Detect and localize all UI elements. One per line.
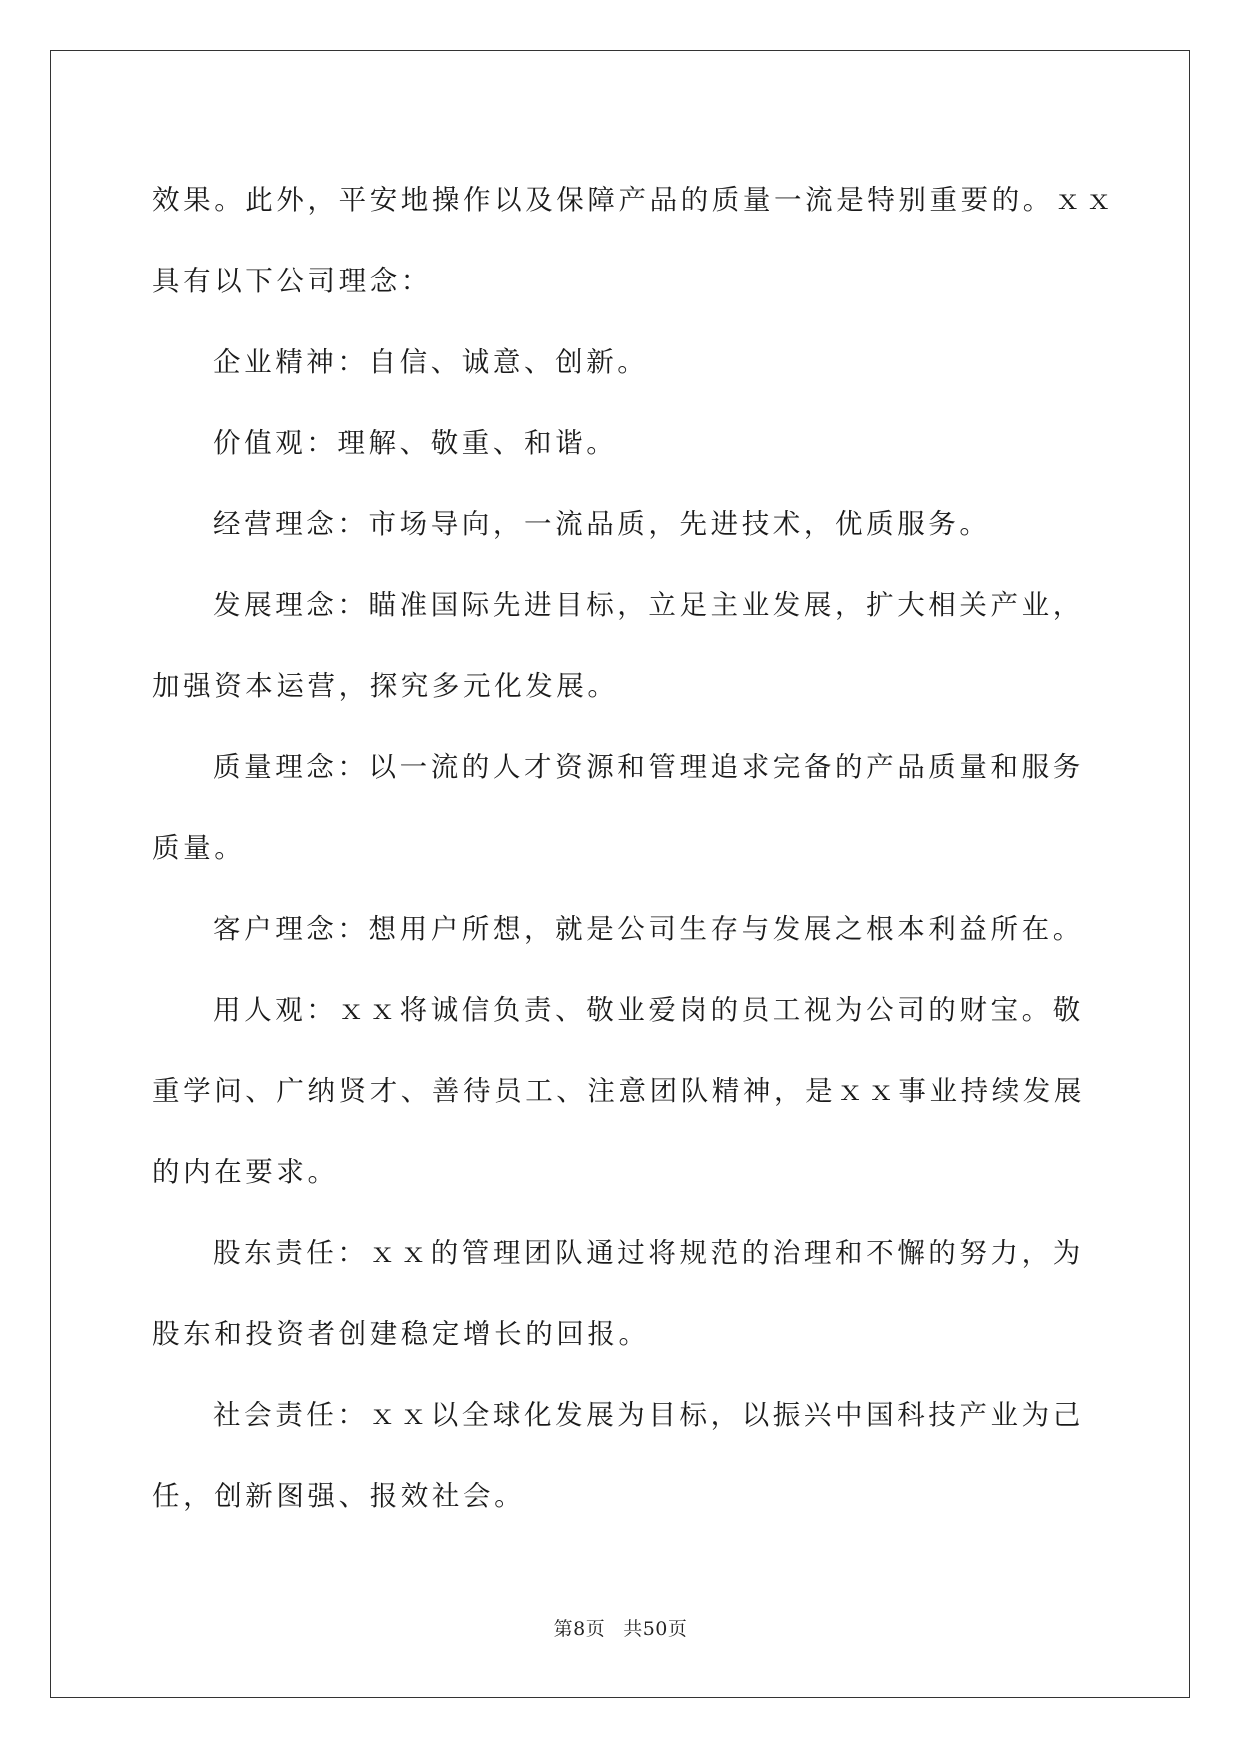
text-line: 质量。 xyxy=(152,832,246,864)
text-line: 具有以下公司理念： xyxy=(152,265,432,297)
text-line: 重学问、广纳贤才、善待员工、注意团队精神，是ｘｘ事业持续发展 xyxy=(152,1075,1085,1107)
paragraph-talent-view: 用人观：ｘｘ将诚信负责、敬业爱岗的员工视为公司的财宝。敬 xyxy=(213,994,1084,1026)
text-line: 任，创新图强、报效社会。 xyxy=(152,1480,526,1512)
paragraph-enterprise-spirit: 企业精神：自信、诚意、创新。 xyxy=(213,346,649,378)
text-line: 股东和投资者创建稳定增长的回报。 xyxy=(152,1318,650,1350)
text-line: 加强资本运营，探究多元化发展。 xyxy=(152,670,619,702)
paragraph-development-philosophy: 发展理念：瞄准国际先进目标，立足主业发展，扩大相关产业， xyxy=(213,589,1084,621)
document-body xyxy=(152,160,1117,1537)
paragraph-values: 价值观：理解、敬重、和谐。 xyxy=(213,427,618,459)
page-number: 第8页 xyxy=(553,1618,606,1640)
text-line: 效果。此外，平安地操作以及保障产品的质量一流是特别重要的。ｘｘ xyxy=(152,184,1117,216)
paragraph-social-responsibility: 社会责任：ｘｘ以全球化发展为目标，以振兴中国科技产业为己 xyxy=(213,1399,1084,1431)
paragraph-shareholder-responsibility: 股东责任：ｘｘ的管理团队通过将规范的治理和不懈的努力，为 xyxy=(213,1237,1084,1269)
paragraph-business-philosophy: 经营理念：市场导向，一流品质，先进技术，优质服务。 xyxy=(213,508,991,540)
page-footer xyxy=(0,1614,1241,1641)
text-line: 的内在要求。 xyxy=(152,1156,339,1188)
paragraph-quality-philosophy: 质量理念：以一流的人才资源和管理追求完备的产品质量和服务 xyxy=(213,751,1084,783)
page-total: 共50页 xyxy=(623,1618,688,1640)
paragraph-customer-philosophy: 客户理念：想用户所想，就是公司生存与发展之根本利益所在。 xyxy=(213,913,1084,945)
